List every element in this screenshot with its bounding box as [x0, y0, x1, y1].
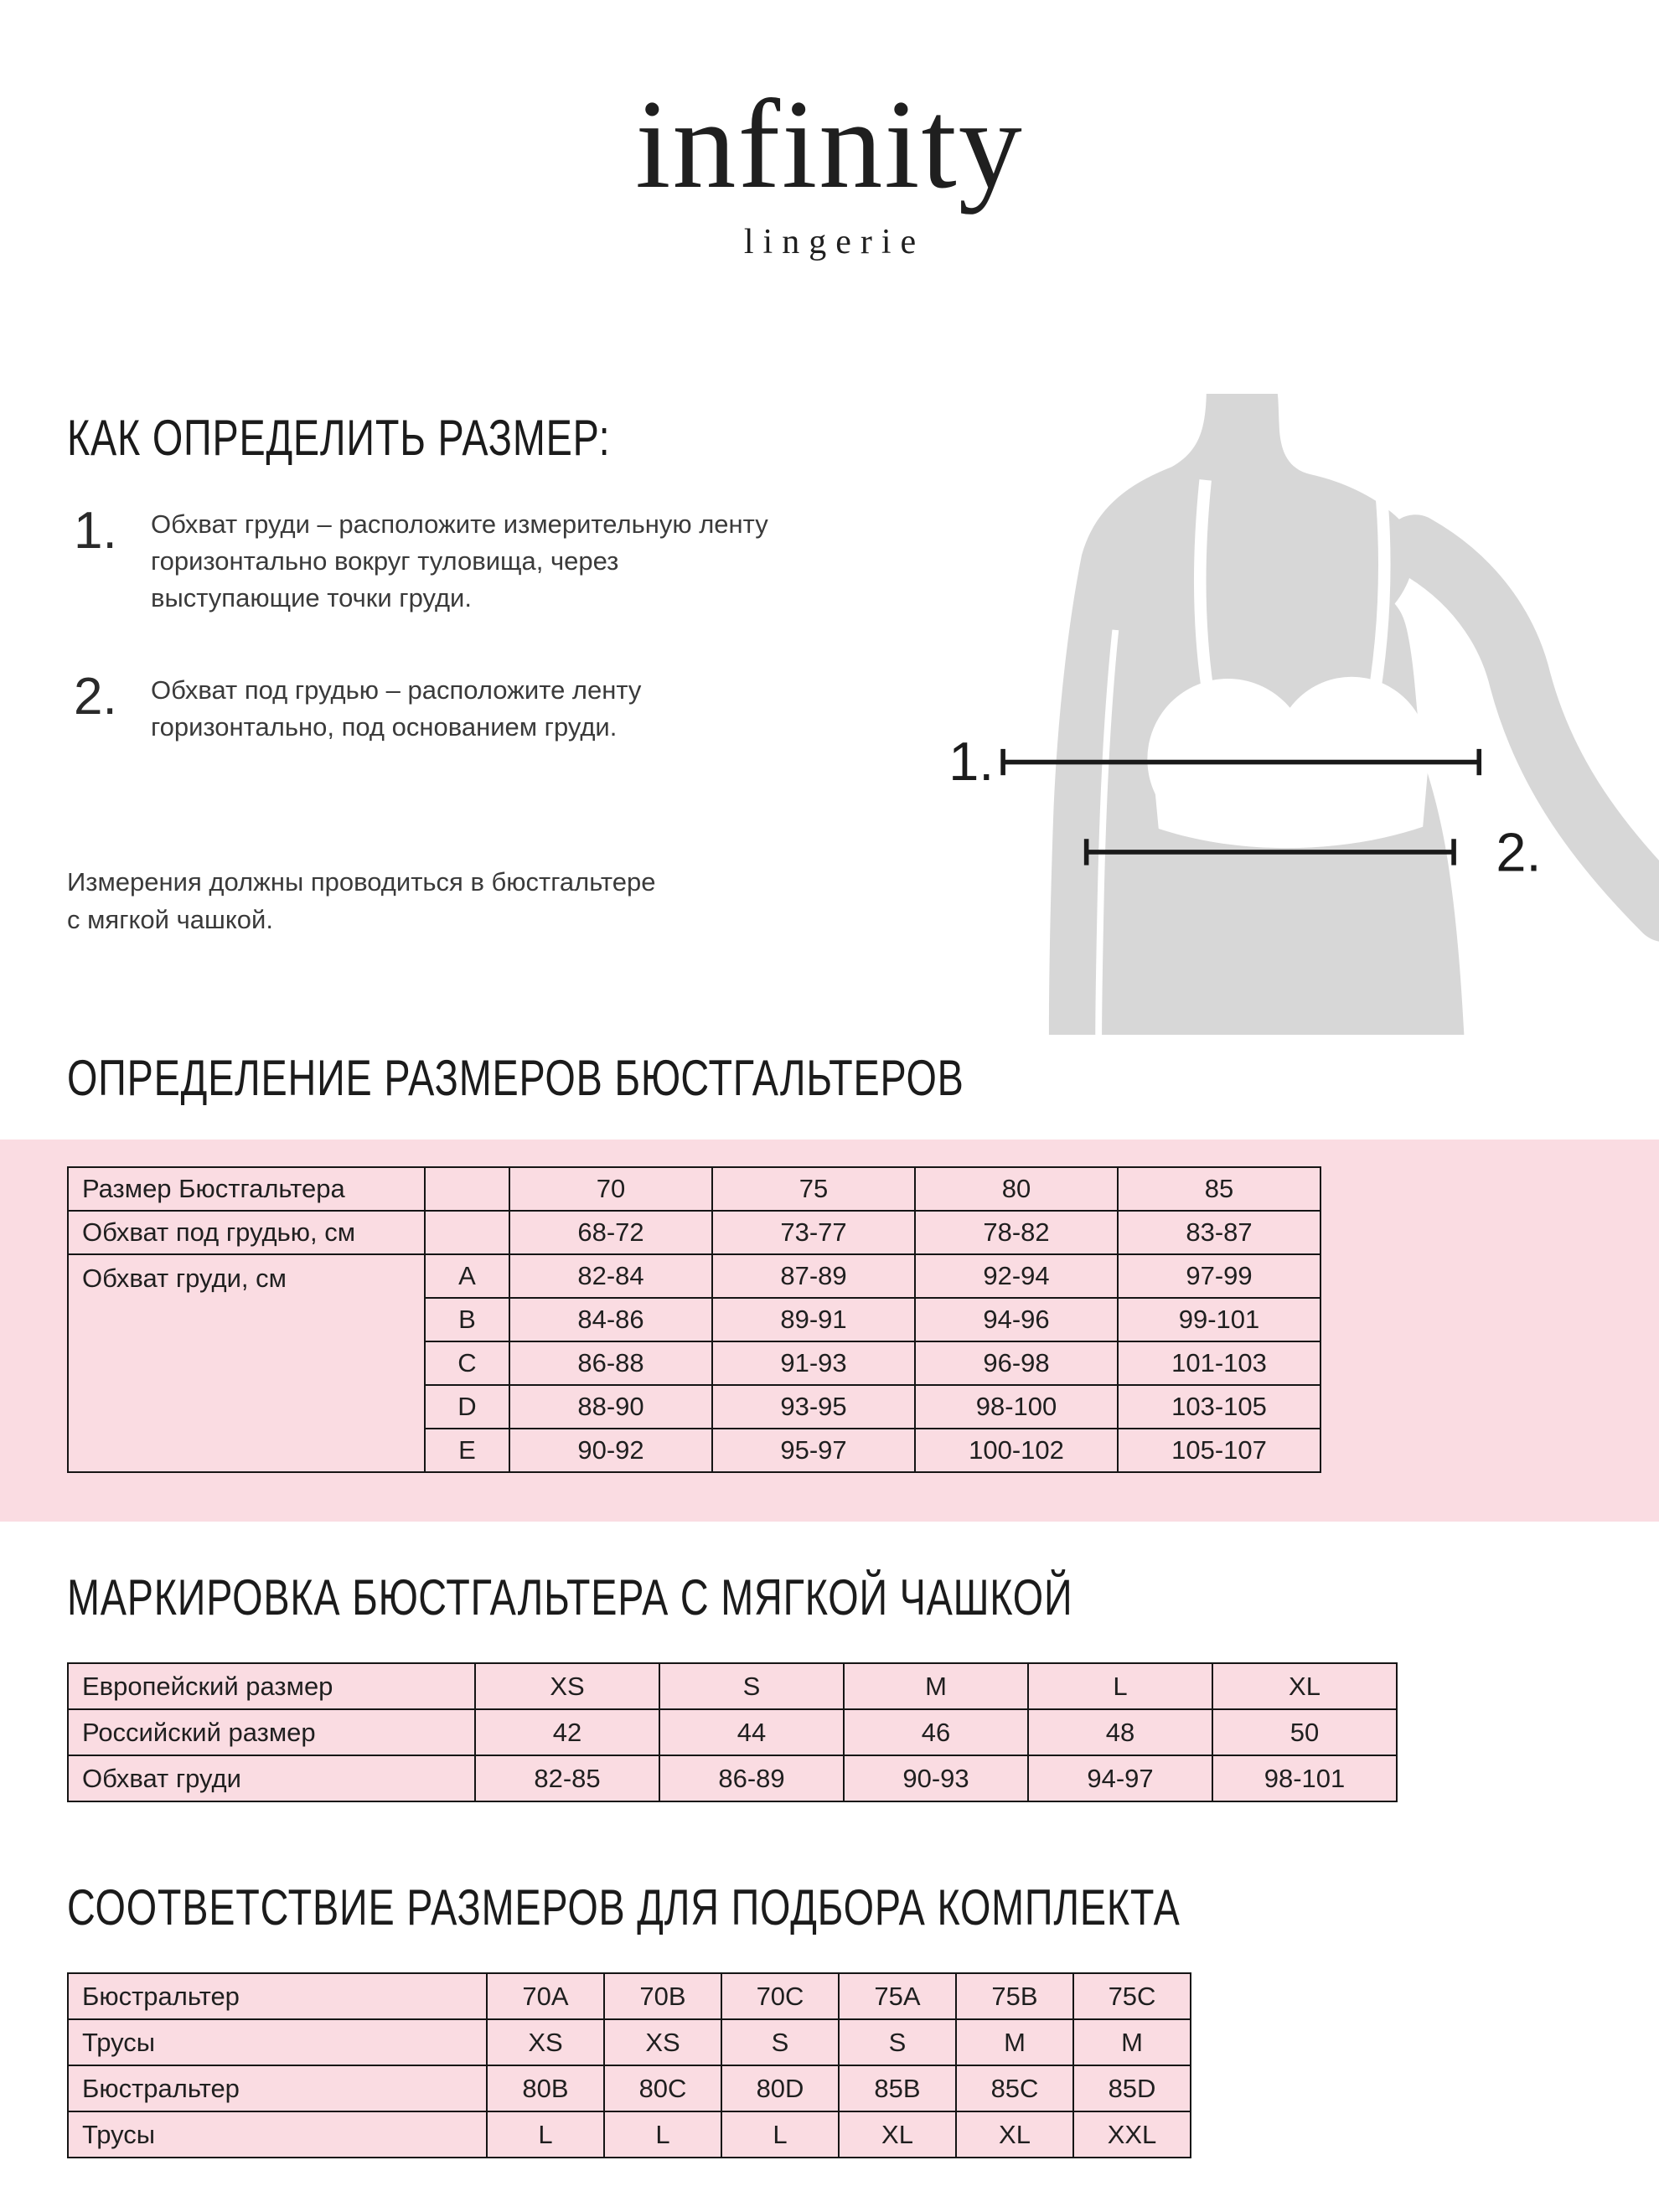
table-cell: 48: [1028, 1709, 1212, 1755]
table-cell: XS: [487, 2019, 604, 2065]
table-cell: D: [425, 1385, 509, 1429]
bra-right-cup-shape: [1274, 677, 1428, 830]
table-cell: Европейский размер: [68, 1663, 475, 1709]
set-matching-table-body: [68, 1973, 1191, 2158]
table-cell: XL: [956, 2111, 1073, 2158]
bra-sizes-table-body: [68, 1167, 1320, 1472]
table-cell: XL: [839, 2111, 956, 2158]
table-cell: 75: [712, 1167, 915, 1211]
table-cell: 78-82: [915, 1211, 1118, 1254]
table-cell: 70C: [721, 1973, 839, 2019]
table-cell: 90-92: [509, 1429, 712, 1472]
table-cell: 80B: [487, 2065, 604, 2111]
table-cell: 99-101: [1118, 1298, 1320, 1341]
table-row: [68, 1663, 1397, 1709]
table-cell: 82-85: [475, 1755, 659, 1801]
table-cell: 89-91: [712, 1298, 915, 1341]
measurement-note: [67, 863, 656, 938]
table-cell: 101-103: [1118, 1341, 1320, 1385]
table-row: [68, 2019, 1191, 2065]
table-row: [68, 2065, 1191, 2111]
set-matching-table: [67, 1972, 1191, 2158]
table-cell: 87-89: [712, 1254, 915, 1298]
brand-subtitle: lingerie: [743, 223, 926, 262]
table-cell: [425, 1167, 509, 1211]
step-2-line-1: Обхват под грудью – расположите ленту: [151, 675, 642, 705]
table-cell: 97-99: [1118, 1254, 1320, 1298]
table-cell: Трусы: [68, 2019, 487, 2065]
step-1-number: 1.: [74, 502, 117, 560]
table-cell: 86-89: [659, 1755, 844, 1801]
table-cell: 100-102: [915, 1429, 1118, 1472]
table-cell: 80D: [721, 2065, 839, 2111]
step-2-number: 2.: [74, 668, 117, 726]
soft-cup-table: [67, 1662, 1398, 1802]
table-cell: L: [487, 2111, 604, 2158]
table-cell: L: [721, 2111, 839, 2158]
measurement-diagram: [947, 394, 1659, 1035]
table-cell: 75C: [1073, 1973, 1191, 2019]
step-1-line-2: горизонтально вокруг туловища, через: [151, 546, 619, 576]
note-line-1: Измерения должны проводиться в бюстгальтере: [67, 867, 656, 897]
table-cell: 83-87: [1118, 1211, 1320, 1254]
bra-sizes-table: [67, 1166, 1321, 1473]
table-row: [68, 1254, 1320, 1298]
step-1-line-3: выступающие точки груди.: [151, 583, 472, 612]
table-cell: 88-90: [509, 1385, 712, 1429]
table-cell: XS: [475, 1663, 659, 1709]
table-cell: [425, 1211, 509, 1254]
table-cell: 68-72: [509, 1211, 712, 1254]
table-cell: 85: [1118, 1167, 1320, 1211]
table-cell: Обхват груди, см: [68, 1254, 425, 1472]
table-cell: Российский размер: [68, 1709, 475, 1755]
table-cell: 70A: [487, 1973, 604, 2019]
table-cell: 98-100: [915, 1385, 1118, 1429]
diagram-label-1: 1.: [948, 730, 995, 792]
table-cell: 85D: [1073, 2065, 1191, 2111]
table-cell: 90-93: [844, 1755, 1028, 1801]
table-cell: M: [844, 1663, 1028, 1709]
step-2-line-2: горизонтально, под основанием груди.: [151, 712, 618, 742]
section-title-how-to: КАК ОПРЕДЕЛИТЬ РАЗМЕР:: [67, 410, 611, 466]
table-cell: Обхват груди: [68, 1755, 475, 1801]
step-1: [74, 503, 920, 617]
table-cell: 75A: [839, 1973, 956, 2019]
table-cell: 98-101: [1212, 1755, 1397, 1801]
table-cell: 84-86: [509, 1298, 712, 1341]
table-cell: Обхват под грудью, см: [68, 1211, 425, 1254]
table-cell: 85B: [839, 2065, 956, 2111]
table-cell: 86-88: [509, 1341, 712, 1385]
table-cell: 91-93: [712, 1341, 915, 1385]
step-1-text: [151, 503, 768, 617]
table-row: [68, 1211, 1320, 1254]
table-cell: 80C: [604, 2065, 721, 2111]
table-cell: 73-77: [712, 1211, 915, 1254]
table-cell: 44: [659, 1709, 844, 1755]
table-row: [68, 1755, 1397, 1801]
table-cell: 75B: [956, 1973, 1073, 2019]
measurement-steps: [74, 503, 920, 798]
table-cell: 42: [475, 1709, 659, 1755]
table-cell: S: [839, 2019, 956, 2065]
table-row: [68, 2111, 1191, 2158]
table-cell: 50: [1212, 1709, 1397, 1755]
table-cell: 46: [844, 1709, 1028, 1755]
table-cell: 70B: [604, 1973, 721, 2019]
section-title-bra-sizes: ОПРЕДЕЛЕНИЕ РАЗМЕРОВ БЮСТГАЛЬТЕРОВ: [67, 1050, 964, 1106]
table-row: [68, 1973, 1191, 2019]
table-row: [68, 1167, 1320, 1211]
step-1-line-1: Обхват груди – расположите измерительную ленту: [151, 509, 768, 539]
brand-name: infinity: [635, 74, 1024, 214]
table-cell: 95-97: [712, 1429, 915, 1472]
table-cell: M: [956, 2019, 1073, 2065]
brand-logo: [0, 67, 1659, 262]
soft-cup-table-body: [68, 1663, 1397, 1801]
table-cell: Бюстральтер: [68, 1973, 487, 2019]
diagram-label-2: 2.: [1496, 821, 1542, 883]
step-2: [74, 669, 920, 746]
table-cell: 103-105: [1118, 1385, 1320, 1429]
table-cell: A: [425, 1254, 509, 1298]
table-cell: 94-96: [915, 1298, 1118, 1341]
table-row: [68, 1709, 1397, 1755]
table-cell: Бюстральтер: [68, 2065, 487, 2111]
table-cell: 105-107: [1118, 1429, 1320, 1472]
table-cell: L: [604, 2111, 721, 2158]
table-cell: Трусы: [68, 2111, 487, 2158]
note-line-2: с мягкой чашкой.: [67, 905, 273, 934]
table-cell: 94-97: [1028, 1755, 1212, 1801]
table-cell: 82-84: [509, 1254, 712, 1298]
step-2-text: [151, 669, 641, 746]
table-cell: C: [425, 1341, 509, 1385]
table-cell: XS: [604, 2019, 721, 2065]
table-cell: 70: [509, 1167, 712, 1211]
table-cell: XL: [1212, 1663, 1397, 1709]
table-cell: E: [425, 1429, 509, 1472]
section-title-soft-cup: МАРКИРОВКА БЮСТГАЛЬТЕРА С МЯГКОЙ ЧАШКОЙ: [67, 1569, 1073, 1625]
table-cell: 96-98: [915, 1341, 1118, 1385]
table-cell: M: [1073, 2019, 1191, 2065]
table-cell: 85C: [956, 2065, 1073, 2111]
table-cell: 92-94: [915, 1254, 1118, 1298]
table-cell: S: [721, 2019, 839, 2065]
table-cell: L: [1028, 1663, 1212, 1709]
table-cell: B: [425, 1298, 509, 1341]
table-cell: Размер Бюстгальтера: [68, 1167, 425, 1211]
table-cell: 93-95: [712, 1385, 915, 1429]
table-cell: XXL: [1073, 2111, 1191, 2158]
table-cell: 80: [915, 1167, 1118, 1211]
table-cell: S: [659, 1663, 844, 1709]
section-title-set-matching: СООТВЕТСТВИЕ РАЗМЕРОВ ДЛЯ ПОДБОРА КОМПЛЕКТА: [67, 1879, 1181, 1936]
